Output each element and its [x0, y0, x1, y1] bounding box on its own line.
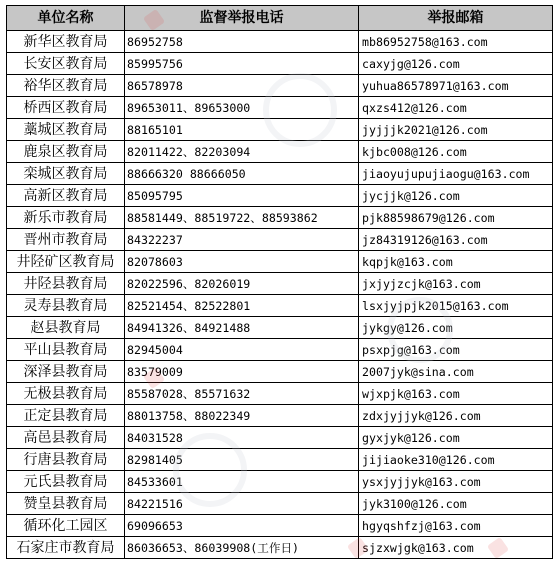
header-unit: 单位名称	[7, 6, 125, 31]
cell-email: psxpjg@163.com	[359, 339, 553, 361]
header-email: 举报邮箱	[359, 6, 553, 31]
cell-email: wjxpjk@163.com	[359, 383, 553, 405]
cell-email: jijiaoke310@126.com	[359, 449, 553, 471]
cell-phone: 89653011、89653000	[125, 97, 359, 119]
table-row	[7, 119, 553, 141]
cell-unit: 裕华区教育局	[7, 75, 125, 97]
cell-unit: 深泽县教育局	[7, 361, 125, 383]
cell-phone: 84221516	[125, 493, 359, 515]
cell-email: jycjjk@126.com	[359, 185, 553, 207]
cell-email: 2007jyk@sina.com	[359, 361, 553, 383]
cell-unit: 赞皇县教育局	[7, 493, 125, 515]
cell-phone: 86952758	[125, 31, 359, 53]
cell-unit: 鹿泉区教育局	[7, 141, 125, 163]
cell-email: jiaoyujupujiaogu@163.com	[359, 163, 553, 185]
cell-phone: 85095795	[125, 185, 359, 207]
table-row	[7, 317, 553, 339]
cell-email: kqpjk@163.com	[359, 251, 553, 273]
table-row	[7, 427, 553, 449]
cell-phone: 84031528	[125, 427, 359, 449]
table-row	[7, 339, 553, 361]
table-row	[7, 229, 553, 251]
report-table-container	[6, 5, 552, 559]
cell-phone: 85995756	[125, 53, 359, 75]
cell-phone: 88581449、88519722、88593862	[125, 207, 359, 229]
cell-unit: 灵寿县教育局	[7, 295, 125, 317]
table-row	[7, 75, 553, 97]
table-row	[7, 251, 553, 273]
cell-unit: 晋州市教育局	[7, 229, 125, 251]
cell-email: hgyqshfzj@163.com	[359, 515, 553, 537]
table-row	[7, 449, 553, 471]
cell-email: yuhua86578971@163.com	[359, 75, 553, 97]
cell-unit: 循环化工园区	[7, 515, 125, 537]
cell-unit: 长安区教育局	[7, 53, 125, 75]
cell-phone: 84533601	[125, 471, 359, 493]
cell-phone: 82022596、82026019	[125, 273, 359, 295]
table-row	[7, 53, 553, 75]
cell-phone: 69096653	[125, 515, 359, 537]
cell-email: jyk3100@126.com	[359, 493, 553, 515]
cell-email: jz84319126@163.com	[359, 229, 553, 251]
table-row	[7, 141, 553, 163]
table-row	[7, 537, 553, 559]
report-table	[6, 5, 553, 559]
cell-unit: 高新区教育局	[7, 185, 125, 207]
cell-unit: 新华区教育局	[7, 31, 125, 53]
cell-unit: 元氏县教育局	[7, 471, 125, 493]
cell-email: jxjyjzcjk@163.com	[359, 273, 553, 295]
table-row	[7, 163, 553, 185]
table-row	[7, 207, 553, 229]
cell-unit: 平山县教育局	[7, 339, 125, 361]
table-row	[7, 471, 553, 493]
cell-unit: 桥西区教育局	[7, 97, 125, 119]
cell-phone: 86036653、86039908(工作日)	[125, 537, 359, 559]
cell-unit: 栾城区教育局	[7, 163, 125, 185]
cell-unit: 井陉县教育局	[7, 273, 125, 295]
cell-phone: 88013758、88022349	[125, 405, 359, 427]
cell-unit: 无极县教育局	[7, 383, 125, 405]
cell-email: zdxjyjjyk@126.com	[359, 405, 553, 427]
cell-email: caxyjg@126.com	[359, 53, 553, 75]
cell-email: kjbc008@126.com	[359, 141, 553, 163]
cell-email: pjk88598679@126.com	[359, 207, 553, 229]
table-row	[7, 405, 553, 427]
cell-email: lsxjyjpjk2015@163.com	[359, 295, 553, 317]
table-row	[7, 97, 553, 119]
cell-unit: 高邑县教育局	[7, 427, 125, 449]
cell-email: qxzs412@126.com	[359, 97, 553, 119]
cell-phone: 82078603	[125, 251, 359, 273]
cell-email: sjzxwjgk@163.com	[359, 537, 553, 559]
cell-email: jyjjjk2021@126.com	[359, 119, 553, 141]
cell-unit: 石家庄市教育局	[7, 537, 125, 559]
cell-phone: 86578978	[125, 75, 359, 97]
cell-unit: 新乐市教育局	[7, 207, 125, 229]
cell-phone: 88165101	[125, 119, 359, 141]
table-row	[7, 383, 553, 405]
table-row	[7, 515, 553, 537]
cell-phone: 84941326、84921488	[125, 317, 359, 339]
cell-unit: 井陉矿区教育局	[7, 251, 125, 273]
cell-email: jykgy@126.com	[359, 317, 553, 339]
table-row	[7, 185, 553, 207]
table-row	[7, 361, 553, 383]
cell-email: gyxjyk@126.com	[359, 427, 553, 449]
cell-phone: 82945004	[125, 339, 359, 361]
table-row	[7, 273, 553, 295]
table-row	[7, 295, 553, 317]
header-phone: 监督举报电话	[125, 6, 359, 31]
cell-phone: 88666320 88666050	[125, 163, 359, 185]
cell-unit: 赵县教育局	[7, 317, 125, 339]
cell-unit: 正定县教育局	[7, 405, 125, 427]
cell-email: mb86952758@163.com	[359, 31, 553, 53]
cell-email: ysxjyjjyk@163.com	[359, 471, 553, 493]
cell-phone: 82521454、82522801	[125, 295, 359, 317]
cell-phone: 82011422、82203094	[125, 141, 359, 163]
cell-unit: 藁城区教育局	[7, 119, 125, 141]
cell-phone: 85587028、85571632	[125, 383, 359, 405]
table-header-row	[7, 6, 553, 31]
cell-phone: 83579009	[125, 361, 359, 383]
cell-phone: 84322237	[125, 229, 359, 251]
table-row	[7, 493, 553, 515]
cell-phone: 82981405	[125, 449, 359, 471]
table-row	[7, 31, 553, 53]
cell-unit: 行唐县教育局	[7, 449, 125, 471]
